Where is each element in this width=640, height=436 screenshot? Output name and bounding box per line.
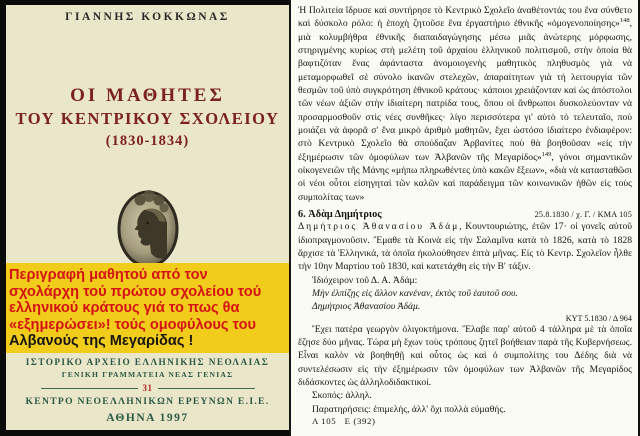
annotation-line: ελληνικού κράτους γιά το πως θα — [9, 300, 240, 317]
series-number: 31 — [142, 383, 153, 393]
intro-part1: Ἡ Πολιτεία ἵδρυσε καὶ συντήρησε τὸ Κεντρικὸ Σχολεῖο ἀναθέτοντάς του ἕνα σύνθετο καὶ δύσκολο ρόλο: ἡ ἐποχὴ ζητοῦσε ἕνα ἐργαστήριο ἐθνικῆς «ὁμογενοποίησης» — [298, 5, 632, 30]
imprint-archive: ΙΣΤΟΡΙΚΟ ΑΡΧΕΙΟ ΕΛΛΗΝΙΚΗΣ ΝΕΟΛΑΙΑΣ — [25, 358, 270, 368]
entry-number-name: 6. Ἀδὰμ Δημήτριος — [298, 209, 382, 221]
entry-remarks: Παρατηρήσεις: ἐπιμελής, ἀλλ' ὄχι πολλὰ εὐμαθής. — [312, 403, 506, 415]
yellow-annotation-box — [6, 263, 289, 353]
book-cover — [0, 0, 289, 436]
athena-medallion-emblem — [114, 183, 182, 274]
imprint-secretariat: ΓΕΝΙΚΗ ΓΡΑΜΜΑΤΕΙΑ ΝΕΑΣ ΓΕΝΙΑΣ — [61, 370, 234, 379]
rule-left — [41, 388, 138, 389]
autograph-quote: Μὴν ἐλπίζῃς εἰς ἄλλον κανέναν, ἐκτὸς τοῦ ἑαυτοῦ σου. — [312, 287, 518, 299]
entry-purpose: Σκοπός: ἀλληλ. — [312, 390, 372, 402]
book-page — [289, 0, 640, 436]
intro-part3: , γόνοι σημαντικῶν οἰκογενειῶν τῆς Μάνης «μήπω πληρωθέντες ὑπὸ κακῶν ἕξεων», «διὰ νὰ κατασταθῶσι οἱ νέοι οὗτοι εἰσηγηταὶ τῶν καλῶν καὶ παράδειγμα τῶν κοινωνικῶν ἠθῶν εἰς τοὺς συμπολίτας των» — [298, 151, 632, 203]
cover-title-line1: ΟΙ ΜΑΘΗΤΕΣ — [70, 85, 225, 106]
entry-body-1 — [298, 220, 632, 273]
entry-header — [298, 209, 632, 220]
cover-title-line2: ΤΟΥ ΚΕΝΤΡΙΚΟΥ ΣΧΟΛΕΙΟΥ — [15, 109, 280, 128]
entry-archive-codes: Α 105 Ε (392) — [312, 415, 376, 426]
entry-body-2: Ἔχει πατέρα γεωργὸν ὀλιγοκτήμονα. Ἔλαβε παρ' αὐτοῦ 4 τάλληρα μὲ τὰ ὁποῖα ἔζησε δύο μῆνας. Τώρα μὴ ἔχων τοὺς τρόπους ζητεῖ βοήθειαν παρὰ τῆς Κυβερνήσεως. Εἶναι καλὸν νὰ βοηθηθῇ καὶ οὗτος ὡς καὶ ὁ συμπολίτης του Δέδης διὰ νὰ συντελέσωσιν εἰς τὴν ἐξημέρωσιν τῶν ὁμοφύλων των Ἀλβανῶν τῆς Μεγαρίδος διδάσκοντες ὡς ἀλληλοδιδακτικοί. — [298, 323, 632, 388]
autograph-signature: Δημήτριος Ἀθανασίου Ἀδάμ. — [312, 301, 421, 313]
entry-archive-ref-2: ΚΥΤ 5.1830 / Δ 964 — [565, 313, 632, 323]
annotation-line: σχολάρχη τού πρώτου σχολείου τού — [9, 283, 262, 300]
entry-body-1-rest: , Κουντουριώτης, ἐτῶν 17· οἱ γονεῖς αὐτοῦ ἰδιοπραγμονοῦσιν. Ἔμαθε τὰ Κοινὰ εἰς τὴν Σαλαμῖνα κατὰ τὸ 1826, κατὰ τὸ 1828 ἄρχισε τὰ Ἑλληνικά, τὰ ὁποῖα ἠκολούθησεν ἑπτὰ μῆνας. Εἰς τὸ Κεντρ. Σχολεῖον ἦλθε τὴν 10ην Μαρτίου τοῦ 1830, καὶ κατετάχθη εἰς τὴν Β′ τάξιν. — [298, 221, 632, 273]
entry-archive-ref: 25.8.1830 / χ. Γ. / ΚΜΑ 105 — [534, 210, 632, 220]
intro-part2: , μιὰ κολυμβήθρα ἐθνικῆς διαπαιδαγώγησης μέσω μιᾶς ἀνώτερης μόρφωσης, στηριγμένης κυρίως στὴ μελέτη τοῦ ἀρχαίου ἑλληνικοῦ πολιτισμοῦ, στὴν ὁποία θὰ βαφτιζόταν ἕνας ἀφάνταστα ἀνομοιογενὴς μαθητικὸς πληθυσμὸς γιὰ νὰ μεταμορφωθεῖ σὲ σύνολο ἱκανῶν στελεχῶν, ἀπαραίτητων γιὰ τὴ λειτουργία τῶν θεσμῶν τοῦ ὑπὸ συγκρότηση ἐθνικοῦ κράτους· κάποιοι χρειάζονταν καὶ ὡς ἀπόστολοι τῶν νέων ἀξιῶν στὴν ἰδιαίτερη πατρίδα τους, ὅπου οἱ ἄνθρωποι δυσκολεύονταν νὰ προσαρμοσθοῦν στὶς νέες συνθῆκες· λίγο περισσότερα γι' αὐτὸ τὸ τελευταῖο, ποὺ μοιάζει νὰ ἀφορᾶ σ' ἕνα μικρὸ ἀριθμὸ μαθητῶν, ἔχει ὡστόσο ἰδιαίτερο ἐνδιαφέρον: στὸ Κεντρικὸ Σχολεῖο θὰ σπούδαζαν Ἀρβανίτες ποὺ θὰ βοηθοῦσαν «εἰς τὴν ἐξημέρωσιν τῶν ὁμοφύλων των Ἀλβανῶν τῆς Μεγαρίδος» — [298, 18, 632, 163]
student-name-spaced: Δημήτριος Ἀθανασίου Ἀδάμ — [298, 221, 460, 233]
cover-imprint — [6, 358, 289, 424]
cover-author: ΓΙΑΝΝΗΣ ΚΟΚΚΩΝΑΣ — [65, 11, 230, 23]
cover-title-block — [6, 85, 289, 150]
rule-right — [158, 388, 255, 389]
imprint-center: ΚΕΝΤΡΟ ΝΕΟΕΛΛΗΝΙΚΩΝ ΕΡΕΥΝΩΝ Ε.Ι.Ε. — [25, 396, 270, 407]
footnote-ref-149: 149 — [541, 150, 552, 158]
autograph-label: Ἰδιόχειρον τοῦ Δ. Α. Ἀδάμ: — [312, 274, 418, 286]
footnote-ref-148: 148 — [619, 17, 630, 25]
annotation-line: «εξημερώσει»! τούς ομοφύλους του — [9, 316, 257, 333]
annotation-line: Περιγραφή μαθητού από τον — [9, 267, 208, 283]
imprint-city-year: ΑΘΗΝΑ 1997 — [106, 412, 189, 424]
series-number-rule — [41, 383, 255, 393]
cover-title-years: (1830-1834) — [105, 133, 190, 149]
annotation-line: Αλβανούς της Μεγαρίδας ! — [9, 333, 194, 350]
intro-paragraph — [298, 4, 632, 204]
